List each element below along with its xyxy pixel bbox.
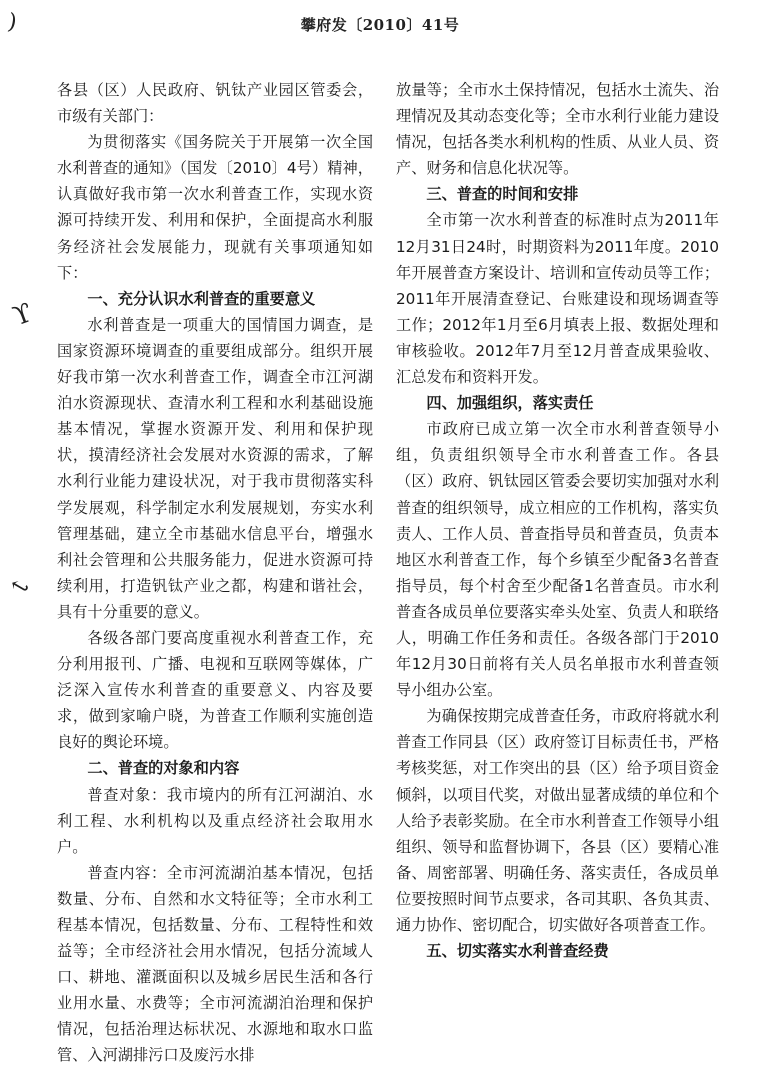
salutation: 各县（区）人民政府、钒钛产业园区管委会，市级有关部门： — [57, 81, 373, 126]
intro-paragraph: 为贯彻落实《国务院关于开展第一次全国水利普查的通知》（国发〔2010〕4号）精神，认真做好我市第一次水利普查工作，实现水资源可持续开发、利用和保护，全面提高水利服务经济社会发展能力，现就有关事项通知如下： — [57, 133, 373, 282]
section-heading: 四、加强组织，落实责任 — [426, 394, 594, 413]
margin-mark: ) — [5, 9, 19, 36]
margin-mark: ↩ — [4, 572, 34, 603]
left-column — [57, 77, 373, 1069]
paragraph: 普查对象：我市境内的所有江河湖泊、水利工程、水利机构以及重点经济社会取用水户。 — [57, 785, 373, 856]
section-heading: 一、充分认识水利普查的重要意义 — [87, 289, 316, 308]
section-heading: 三、普查的时间和安排 — [426, 185, 579, 204]
paragraph: 为确保按期完成普查任务，市政府将就水利普查工作同县（区）政府签订目标责任书，严格考核奖惩，对工作突出的县（区）给予项目资金倾斜，以项目代奖，对做出显著成绩的单位和个人给予表彰奖励。在全市水利普查工作领导小组组织、领导和监督协调下，各县（区）要精心准备、周密部署、明确任务、落实责任，各成员单位要按照时间节点要求，各司其职、各负其责、通力协作、密切配合，切实做好各项普查工作。 — [396, 707, 719, 934]
paragraph: 全市第一次水利普查的标准时点为2011年12月31日24时，时期资料为2011年度。2010年开展普查方案设计、培训和宣传动员等工作；2011年开展清查登记、台账建设和现场调查等工作；2012年1月至6月填表上报、数据处理和审核验收。2012年7月至12月普查成果验收、汇总发布和资料开发。 — [396, 211, 719, 387]
section-heading: 二、普查的对象和内容 — [87, 759, 240, 778]
paragraph: 水利普查是一项重大的国情国力调查，是国家资源环境调查的重要组成部分。组织开展好我市第一次水利普查工作，调查全市江河湖泊水资源现状、查清水利工程和水利基础设施基本情况，掌握水资源开发、利用和保护现状，摸清经济社会发展对水资源的需求，了解水利行业能力建设状况，对于我市贯彻落实科学发展观，科学制定水利发展规划，夯实水利管理基础，建立全市基础水信息平台，增强水利社会管理和公共服务能力，促进水资源可持续利用，打造钒钛产业之都，构建和谐社会，具有十分重要的意义。 — [57, 315, 373, 621]
paragraph: 市政府已成立第一次全市水利普查领导小组，负责组织领导全市水利普查工作。各县（区）政府、钒钛园区管委会要切实加强对水利普查的组织领导，成立相应的工作机构，落实负责人、工作人员、普查指导员和普查员，负责本地区水利普查工作，每个乡镇至少配备3名普查指导员，每个村舍至少配备1名普查员。市水利普查各成员单位要落实牵头处室、负责人和联络人，明确工作任务和责任。各级各部门于2010年12月30日前将有关人员名单报市水利普查领导小组办公室。 — [396, 420, 719, 700]
section-heading: 五、切实落实水利普查经费 — [426, 942, 609, 961]
margin-mark: ϒ — [9, 297, 37, 333]
paragraph: 普查内容：全市河流湖泊基本情况，包括数量、分布、自然和水文特征等；全市水利工程基本情况，包括数量、分布、工程特性和效益等；全市经济社会用水情况，包括分流域人口、耕地、灌溉面积以及城乡居民生活和各行业用水量、水费等；全市河流湖泊治理和保护情况，包括治理达标状况、水源地和取水口监管、入河湖排污口及废污水排 — [57, 863, 373, 1065]
paragraph-continuation: 放量等；全市水土保持情况，包括水土流失、治理情况及其动态变化等；全市水利行业能力建设情况，包括各类水利机构的性质、从业人员、资产、财务和信息化状况等。 — [396, 81, 719, 178]
right-column — [396, 77, 719, 964]
paragraph: 各级各部门要高度重视水利普查工作，充分利用报刊、广播、电视和互联网等媒体，广泛深入宣传水利普查的重要意义、内容及要求，做到家喻户晓，为普查工作顺利实施创造良好的舆论环境。 — [57, 628, 373, 752]
document-number: 攀府发〔2010〕41号 — [300, 16, 460, 34]
